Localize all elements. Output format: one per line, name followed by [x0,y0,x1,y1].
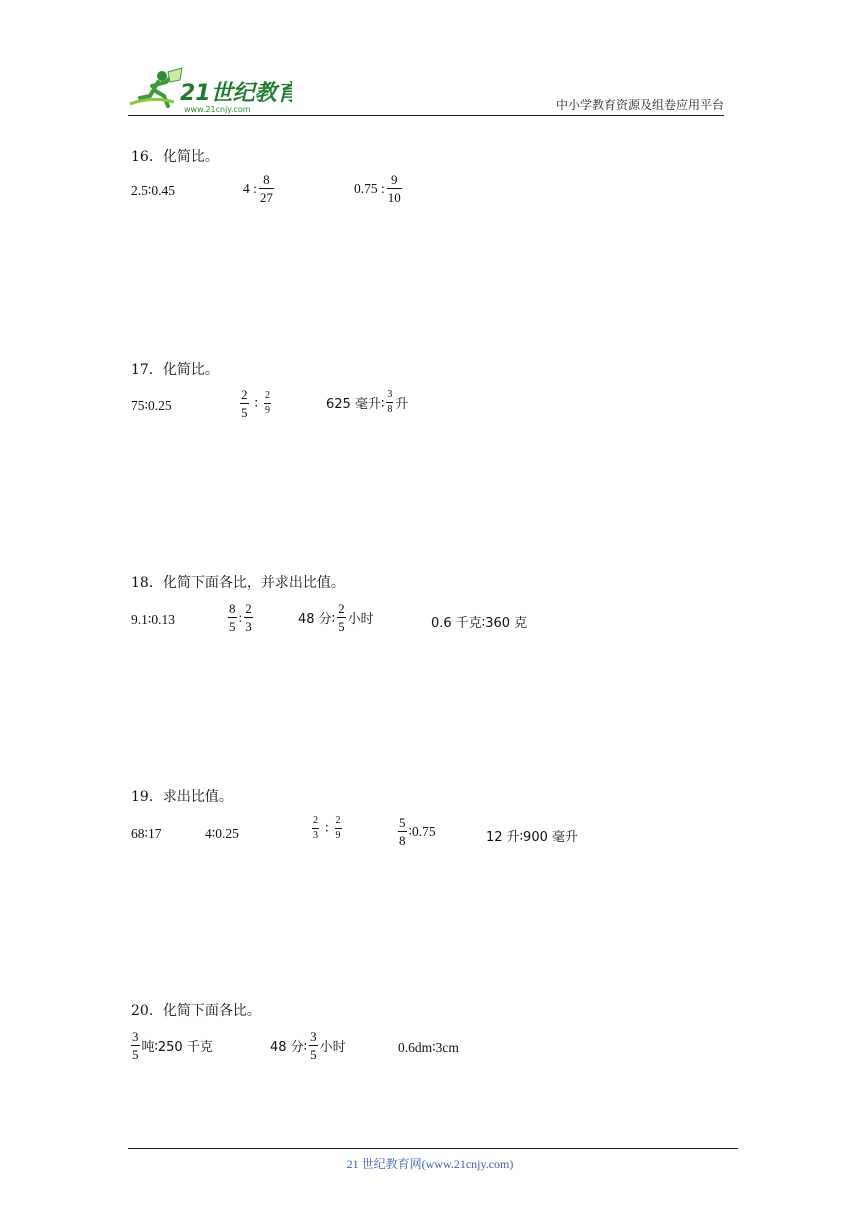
q20-item-b: 48 分∶ $\frac{3}{5}$ 小时 [270,1029,346,1062]
q16-item-c [354,173,404,204]
q18-b-fraction-1: $\frac{8}{5}$ [229,601,236,634]
q18-item-a: 9.1∶0.13 [131,612,176,627]
q19-d-fraction: $\frac{5}{8}$ [399,815,406,848]
q19-item-e: 12 升∶900 毫升 [486,830,579,845]
q17-item-c: 625 毫升∶ $\frac{3}{8}$ 升 [326,389,409,415]
question-16-title: 16．化简比。 [131,149,219,165]
question-19-title: 19．求出比值。 [131,789,233,805]
logo-text: 21世纪教育 [180,81,292,106]
header-tagline: 中小学教育资源及组卷应用平台 [555,98,724,112]
q19-c-fraction-2: $\frac{2}{9}$ [335,815,341,841]
question-20-title: 20．化简下面各比。 [131,1003,261,1019]
footer-divider [128,1148,738,1149]
footer-link[interactable]: 21 世纪教育网(www.21cnjy.com) [346,1157,514,1171]
logo-url: www.21cnjy.com [184,105,251,114]
q17-item-a: 75∶0.25 [131,398,172,413]
q20-a-fraction: $\frac{3}{5}$ [132,1029,139,1062]
q17-b-fraction-2: $\frac{2}{9}$ [265,390,271,416]
q16-b-left: 4 : [243,180,257,196]
q17-c-fraction: $\frac{3}{8}$ [387,389,393,415]
q20-item-c: 0.6dm∶3cm [398,1040,459,1055]
q18-item-d: 0.6 千克∶360 克 [431,616,528,631]
q16-c-fraction: $\frac{9}{10}$ [387,172,401,205]
q19-item-a: 68∶17 [131,826,162,841]
question-18-title: 18．化简下面各比，并求出比值。 [131,575,345,591]
q19-item-c: $\frac{2}{3}$ ∶ $\frac{2}{9}$ [313,815,341,841]
site-logo [122,66,292,116]
q16-c-left: 0.75 : [354,180,385,196]
q16-item-b [243,173,276,204]
q17-item-b: $\frac{2}{5}$ ∶ $\frac{2}{9}$ [241,387,271,420]
q18-b-fraction-2: $\frac{2}{3}$ [245,601,252,634]
q20-b-fraction: $\frac{3}{5}$ [310,1029,317,1062]
q18-c-fraction: $\frac{2}{5}$ [338,601,345,634]
q16-b-fraction: $\frac{8}{27}$ [259,172,273,205]
q16-item-a: 2.5∶0.45 [131,183,176,198]
q18-item-c: 48 分∶ $\frac{2}{5}$ 小时 [298,601,374,634]
q18-item-b: $\frac{8}{5}$ : $\frac{2}{3}$ [229,601,252,634]
q19-c-fraction-1: $\frac{2}{3}$ [313,815,318,841]
q19-item-b: 4∶0.25 [205,826,239,841]
q17-b-fraction-1: $\frac{2}{5}$ [241,387,248,420]
question-17-title: 17．化简比。 [131,362,219,378]
q20-item-a: $\frac{3}{5}$ 吨∶250 千克 [132,1029,213,1062]
q19-item-d: $\frac{5}{8}$ ∶0.75 [399,815,436,848]
header-divider [128,115,724,116]
